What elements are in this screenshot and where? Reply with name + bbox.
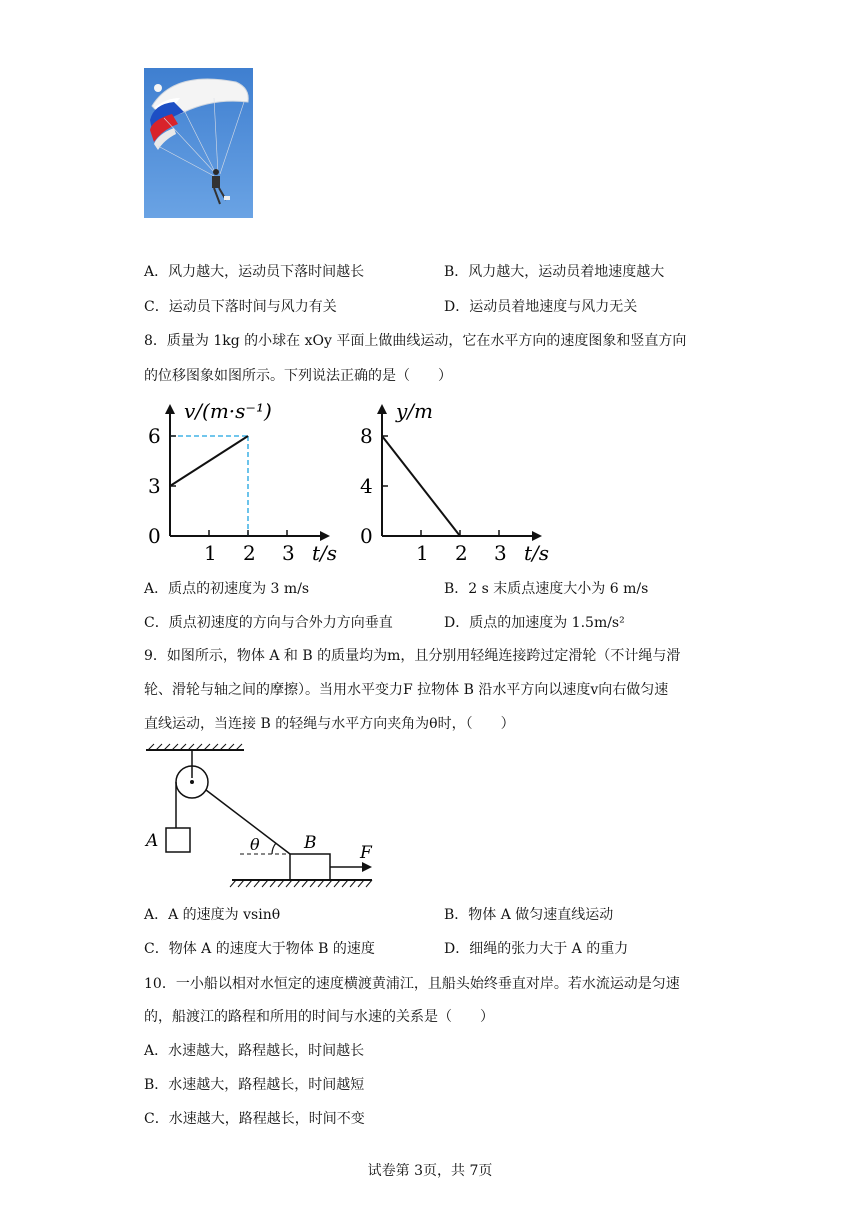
q7-option-b: B．风力越大，运动员着地速度越大 (444, 264, 665, 280)
y-axis-label: v/(m·s⁻¹) (184, 399, 272, 423)
q8-option-c: C．质点初速度的方向与合外力方向垂直 (144, 615, 393, 631)
x-axis-arrow (320, 531, 330, 541)
q9-stem-line1: 9．如图所示，物体 A 和 B 的质量均为m，且分别用轻绳连接跨过定滑轮（不计绳与滑 (144, 648, 681, 664)
label-theta: θ (250, 835, 260, 854)
y-axis-label: y/m (396, 399, 434, 423)
q9-stem-line2: 轮、滑轮与轴之间的摩擦）。当用水平变力F 拉物体 B 沿水平方向以速度v向右做匀速 (144, 682, 669, 698)
y-tick-label: 4 (360, 474, 373, 498)
y-tick-label: 8 (360, 424, 373, 448)
x-tick-label: 2 (455, 541, 468, 565)
x-tick-label: 3 (282, 541, 295, 565)
q10-stem-line1: 10．一小船以相对水恒定的速度横渡黄浦江，且船头始终垂直对岸。若水流运动是匀速 (144, 976, 680, 992)
velocity-time-chart (144, 398, 338, 570)
parachute-photo (144, 68, 253, 218)
q10-option-a: A．水速越大，路程越长，时间越长 (144, 1043, 365, 1059)
q9-option-d: D．细绳的张力大于 A 的重力 (444, 941, 629, 957)
y-tick-label: 3 (148, 474, 161, 498)
q7-option-c: C．运动员下落时间与风力有关 (144, 299, 337, 315)
x-tick-label: 1 (204, 541, 217, 565)
y-tick-label: 6 (148, 424, 161, 448)
q7-option-a: A．风力越大，运动员下落时间越长 (144, 264, 365, 280)
q8-option-a: A．质点的初速度为 3 m/s (144, 581, 310, 597)
q8-option-b: B．2 s 末质点速度大小为 6 m/s (444, 581, 649, 597)
y-axis-arrow (377, 404, 387, 414)
y-tick-label: 0 (148, 524, 161, 548)
q9-option-b: B．物体 A 做匀速直线运动 (444, 907, 614, 923)
q10-stem-line2: 的，船渡江的路程和所用的时间与水速的关系是（ ） (144, 1009, 494, 1025)
series-line (170, 436, 248, 486)
q9-option-a: A．A 的速度为 vsinθ (144, 907, 281, 923)
y-axis-arrow (165, 404, 175, 414)
q10-option-c: C．水速越大，路程越长，时间不变 (144, 1111, 365, 1127)
q9-stem-line3: 直线运动，当连接 B 的轻绳与水平方向夹角为θ时，（ ） (144, 716, 515, 732)
x-axis-arrow (532, 531, 542, 541)
y-tick-label: 0 (360, 524, 373, 548)
x-axis-label: t/s (312, 541, 338, 565)
x-axis-label: t/s (524, 541, 550, 565)
x-tick-label: 1 (416, 541, 429, 565)
label-a: A (146, 831, 159, 851)
q10-option-b: B．水速越大，路程越长，时间越短 (144, 1077, 365, 1093)
q8-stem-line2: 的位移图象如图所示。下列说法正确的是（ ） (144, 368, 452, 384)
q9-option-c: C．物体 A 的速度大于物体 B 的速度 (144, 941, 375, 957)
label-b: B (304, 833, 317, 853)
pulley-diagram (140, 744, 380, 892)
q7-option-d: D．运动员着地速度与风力无关 (444, 299, 638, 315)
displacement-time-chart (356, 398, 556, 570)
x-tick-label: 3 (494, 541, 507, 565)
page-footer: 试卷第 3页，共 7页 (367, 1163, 493, 1179)
q8-stem-line1: 8．质量为 1kg 的小球在 xOy 平面上做曲线运动，它在水平方向的速度图象和竖直方向 (144, 333, 687, 349)
label-f: F (360, 843, 372, 863)
x-tick-label: 2 (243, 541, 256, 565)
series-line (382, 436, 460, 536)
q8-option-d: D．质点的加速度为 1.5m/s² (444, 615, 625, 631)
